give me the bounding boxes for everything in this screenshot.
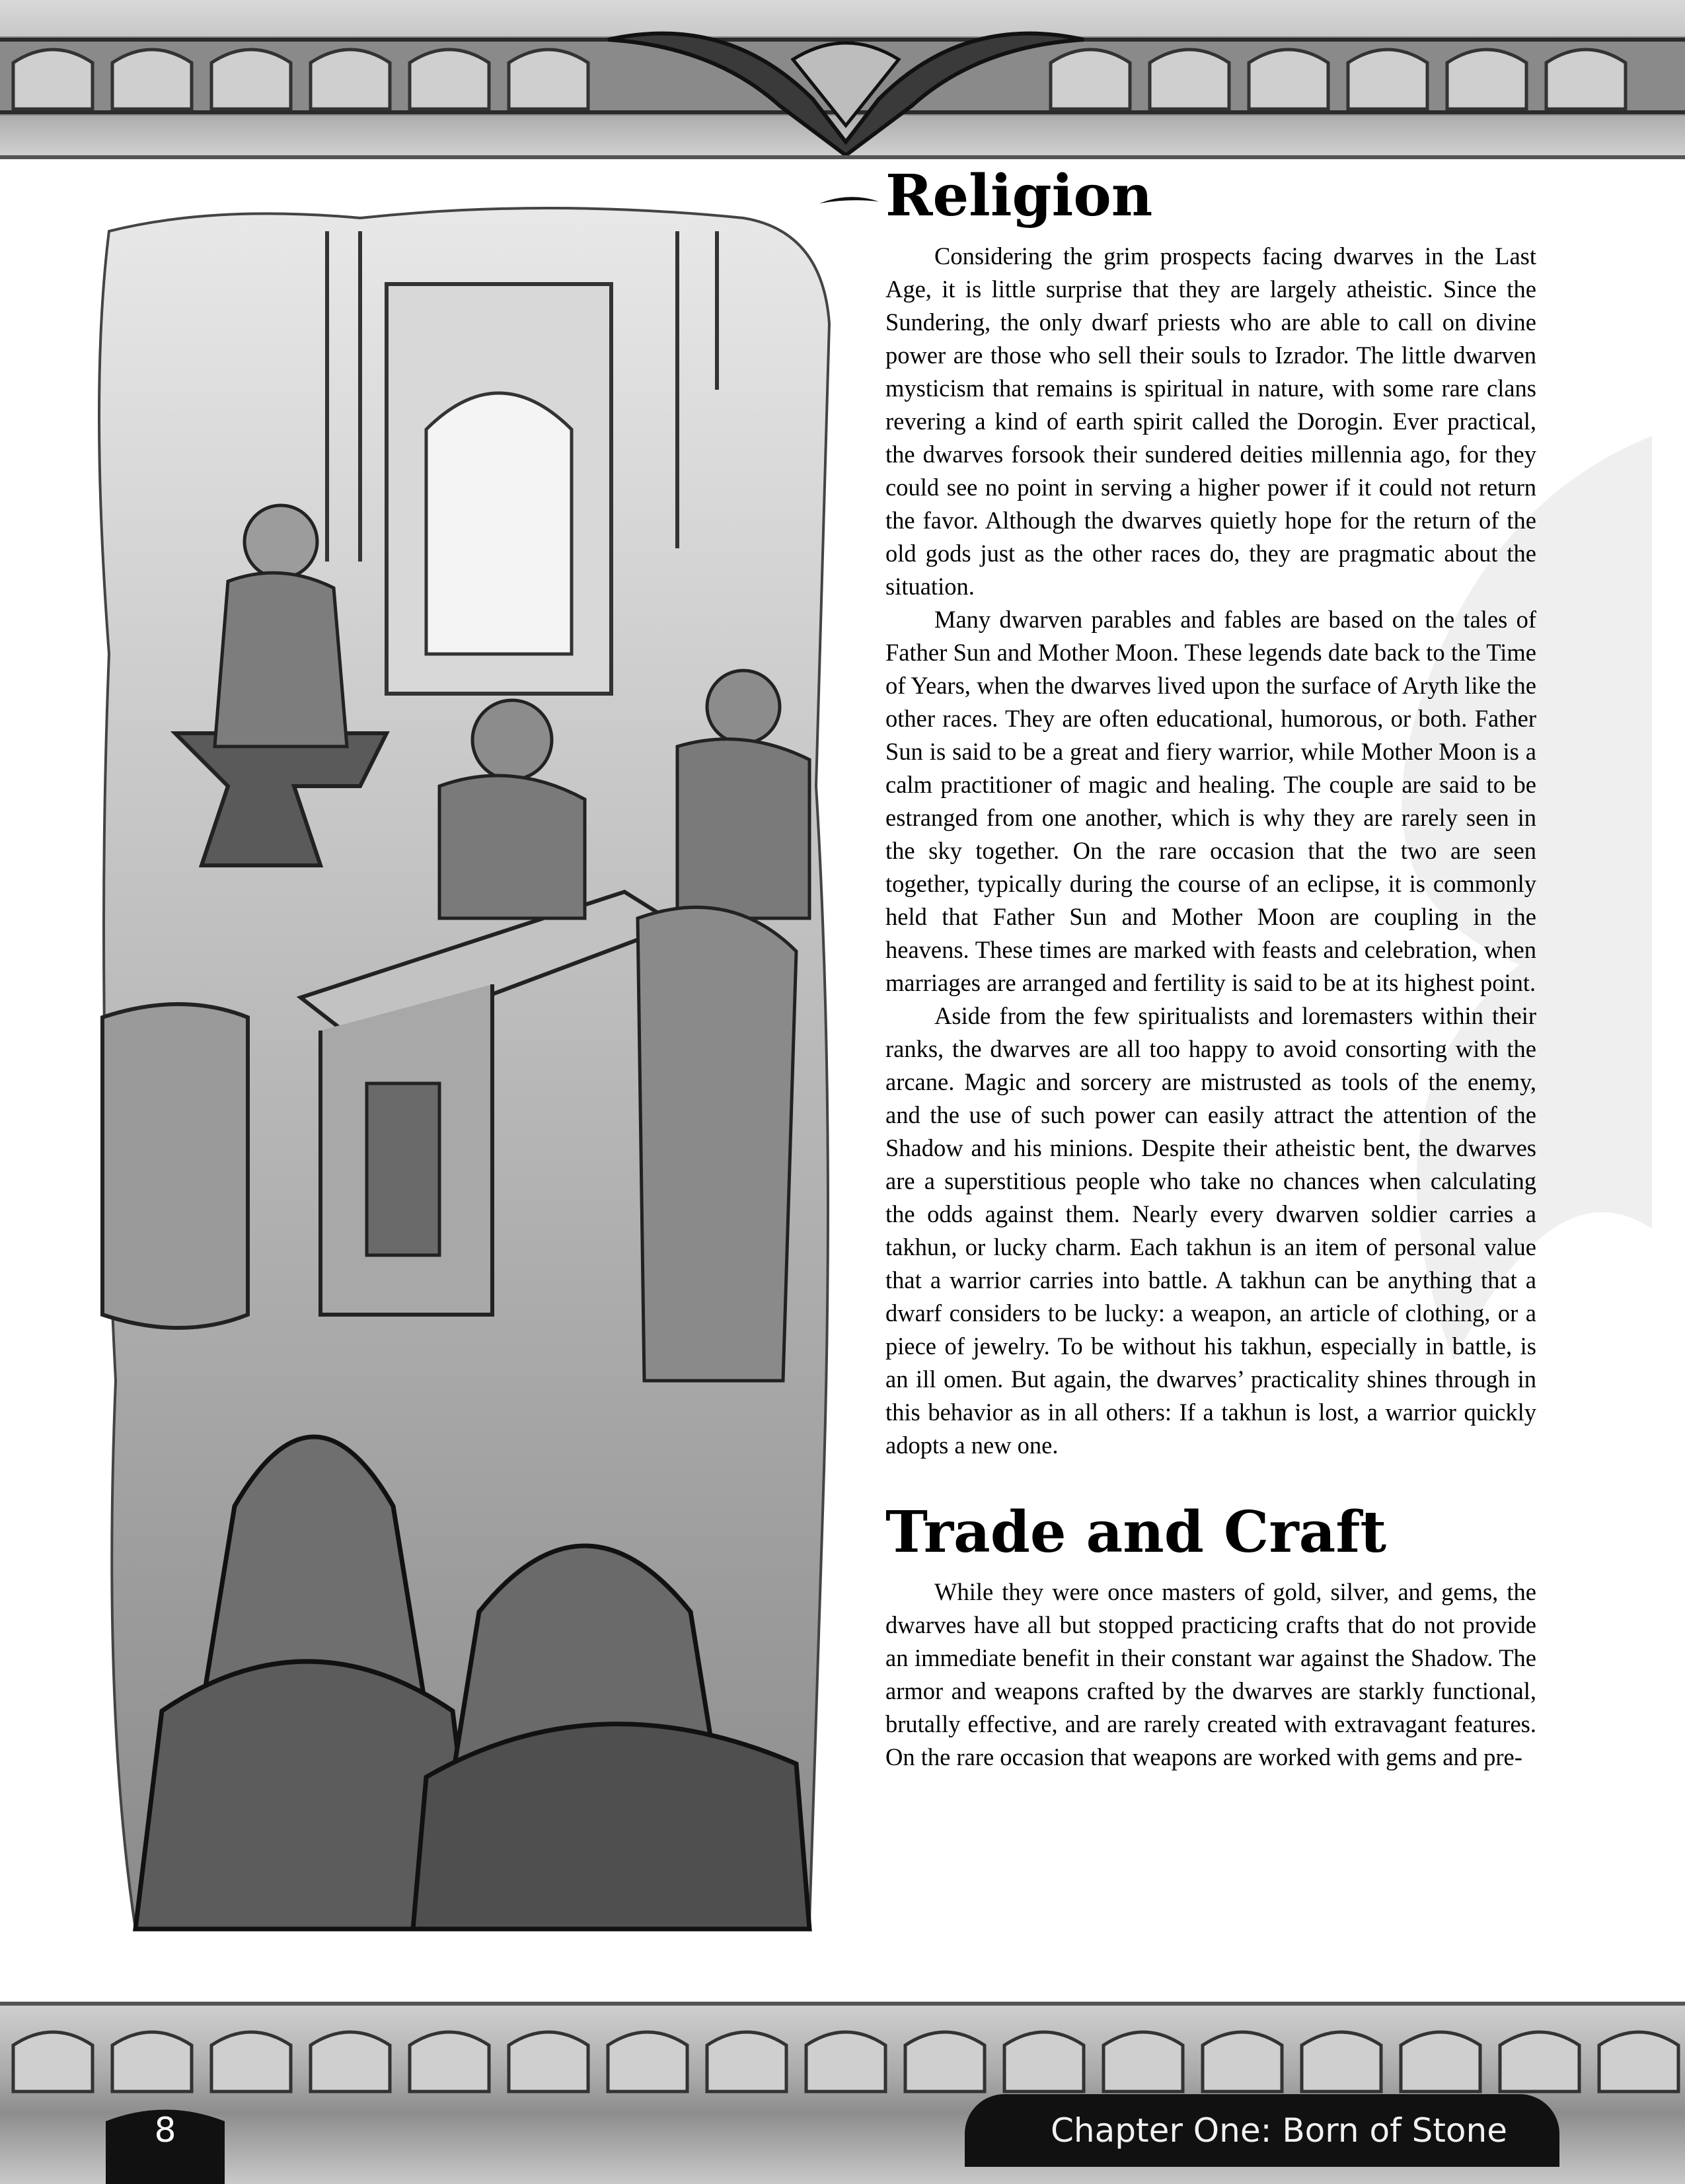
section-heading-trade-and-craft: Trade and Craft: [885, 1498, 1387, 1566]
religion-paragraph-3: Aside from the few spiritualists and loremasters within their ranks, the dwarves are all too happy to avoid consorting with the arcane. Magic and sorcery are mistrusted as tools of the enemy, and the use of such power can easily attract the attention of the Shadow and his minions. Despite their atheistic bent, the dwarves are a superstitious people who take no chances when calculating the odds against them. Nearly every dwarven soldier carries a takhun, or lucky charm. Each takhun is an item of personal value that a warrior carries into battle. A takhun can be anything that a dwarf considers to be lucky: a weapon, an article of clothing, or a piece of jewelry. To be without his takhun, especially in battle, is an ill omen. But again, the dwarves’ practicality shines through in this behavior as in all others: If a takhun is lost, a warrior quickly adopts a new one.: [885, 1001, 1536, 1459]
chapter-title: Chapter One: Born of Stone: [1051, 2111, 1507, 2150]
religion-paragraph-1: Considering the grim prospects facing dwarves in the Last Age, it is little surprise that they are largely atheistic. Since the Sundering, the only dwarf priests who are able to call on divine power are those who sell their souls to Izrador. The little dwarven mysticism that remains is spiritual in nature, with some rare clans revering a kind of earth spirit called the Dorogin. Ever practical, the dwarves forsook their sundered deities millennia ago, for they could see no point in serving a higher power if it could not return the favor. Although the dwarves quietly hope for the return of the old gods just as the other races do, they are pragmatic about the situation.: [885, 242, 1536, 600]
header-ornament-icon: [0, 0, 1685, 155]
religion-paragraph-2: Many dwarven parables and fables are based on the tales of Father Sun and Mother Moon. These legends date back to the Time of Years, when the dwarves lived upon the surface of Aryth like the other races. They are often educational, humorous, or both. Father Sun is said to be a great and fiery warrior, while Mother Moon is a calm practitioner of magic and healing. The couple are said to be estranged from one another, which is why they are rarely seen in the sky together. On the rare occasion that the two are seen together, typically during the course of an eclipse, it is commonly held that Father Sun and Mother Moon are coupling in the heavens. These times are marked with feasts and celebration, when marriages are arranged and fertility is said to be at its highest point.: [885, 605, 1536, 996]
header-ornamental-border: [0, 0, 1685, 159]
page-number: 8: [154, 2111, 176, 2150]
section-heading-religion: Religion: [885, 163, 1153, 229]
text-column: [885, 165, 1536, 1774]
trade-paragraph-1: While they were once masters of gold, silver, and gems, the dwarves have all but stopped practicing crafts that do not provide an immediate benefit in their constant war against the Shadow. The armor and weapons crafted by the dwarves are starkly functional, brutally effective, and are rarely created with extravagant features. On the rare occasion that weapons are worked with gems and pre-: [885, 1578, 1536, 1771]
dwarven-forge-illustration: [83, 192, 846, 1936]
